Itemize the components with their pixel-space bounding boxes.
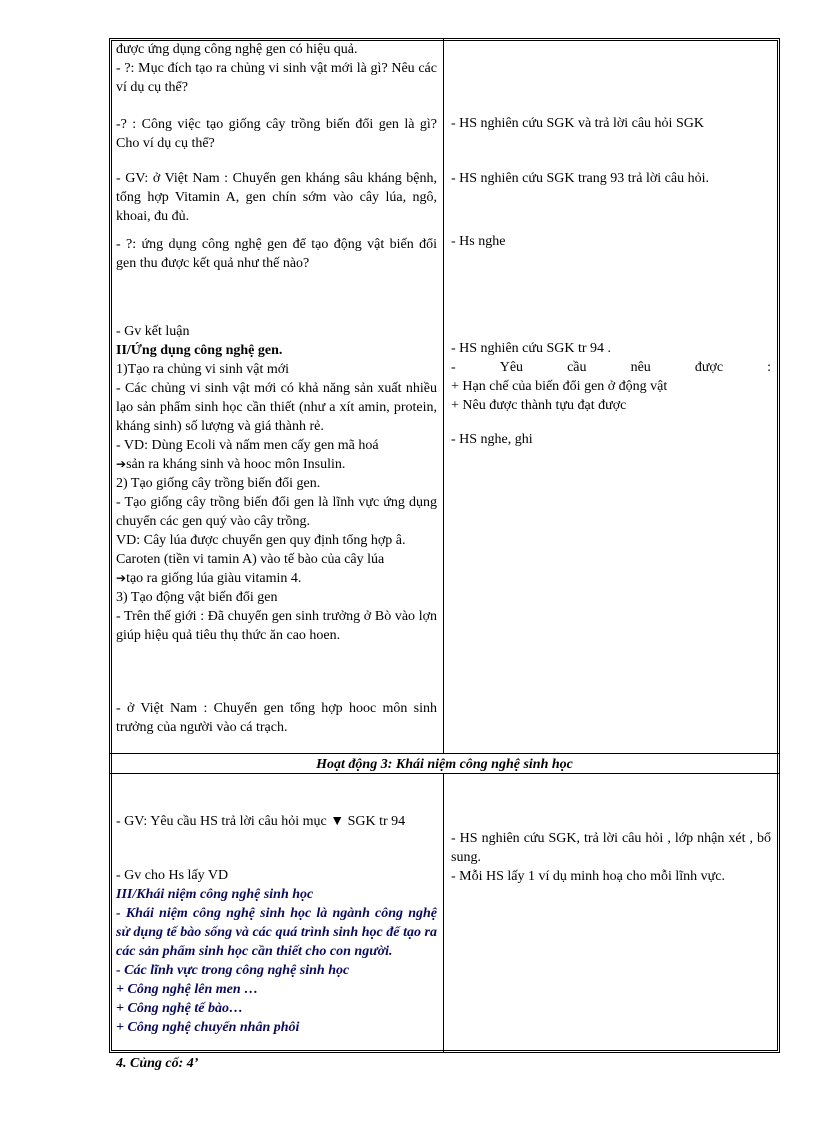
answer-8: - HS nghe, ghi: [451, 432, 533, 447]
answer-2: - HS nghiên cứu SGK trang 93 trả lời câu hỏi.: [451, 171, 710, 186]
answer-1: - HS nghiên cứu SGK và trả lời câu hỏi SGK: [451, 116, 704, 131]
field-3: + Công nghệ chuyển nhân phôi: [116, 1020, 300, 1035]
question-2: -? : Công việc tạo giống cây trồng biến đổi gen là gì? Cho ví dụ cụ thể?: [116, 117, 437, 151]
column-divider-top: [443, 38, 444, 754]
subsection-2-body: - Tạo giống cây trồng biến đổi gen là lĩnh vực ứng dụng chuyển các gen quý vào cây trồng.: [116, 495, 437, 529]
consolidation-heading: 4. Củng cố: 4’: [116, 1056, 199, 1071]
answer-5: - Yêu cầu nêu được :: [451, 360, 771, 375]
field-2: + Công nghệ tế bào…: [116, 1001, 243, 1016]
bottom-right-cell: [451, 829, 771, 886]
conclusion-line: - Gv kết luận: [116, 324, 190, 339]
subsection-2-example-result: ➔tạo ra giống lúa giàu vitamin 4.: [116, 571, 302, 586]
subsection-1-example: - VD: Dùng Ecoli và nấm men cấy gen mã hoá: [116, 438, 379, 453]
activity-3-header: Hoạt động 3: Khái niệm công nghệ sinh học: [316, 757, 573, 772]
subsection-2-title: 2) Tạo giống cây trồng biến đổi gen.: [116, 476, 321, 491]
row-divider-upper: [109, 753, 780, 754]
gv-request: - GV: Yêu cầu HS trả lời câu hỏi mục ▼ SGK tr 94: [116, 814, 406, 829]
gv-vietnam-example: - GV: ở Việt Nam : Chuyển gen kháng sâu kháng bệnh, tổng hợp Vitamin A, gen chín sớm vào cây lúa, ngô, khoai, đu đủ.: [116, 171, 437, 224]
gv-example-request: - Gv cho Hs lấy VD: [116, 868, 229, 883]
subsection-1-title: 1)Tạo ra chủng vi sinh vật mới: [116, 362, 290, 377]
subsection-2-example-cont: Caroten (tiền vi tamin A) vào tế bào của cây lúa: [116, 552, 385, 567]
answer-4: - HS nghiên cứu SGK tr 94 .: [451, 341, 612, 356]
definition: - Khái niệm công nghệ sinh học là ngành công nghệ sử dụng tế bào sống và các quá trình sinh học để tạo ra các sản phẩm sinh học cần thiết cho con người.: [116, 906, 437, 959]
section-2-title: II/Ứng dụng công nghệ gen.: [116, 343, 283, 358]
bottom-left-cell: [116, 812, 437, 831]
answer-6: + Hạn chế của biến đổi gen ở động vật: [451, 379, 668, 394]
subsection-3-vietnam: - ở Việt Nam : Chuyển gen tổng hợp hooc môn sinh trưởng của người vào cá trạch.: [116, 701, 437, 735]
answer-3: - Hs nghe: [451, 234, 506, 249]
subsection-1-body: - Các chủng vi sinh vật mới có khả năng sản xuất nhiều lạo sản phẩm sinh học cần thiết (như a xít amin, protein, kháng sinh) số lượng và giá thành rẻ.: [116, 381, 437, 434]
response-1: - HS nghiên cứu SGK, trả lời câu hỏi , lớp nhận xét , bổ sung.: [451, 831, 771, 865]
top-left-cell: [116, 40, 437, 97]
subsection-2-example: VD: Cây lúa được chuyển gen quy định tổng hợp â.: [116, 533, 406, 548]
column-divider-bottom: [443, 773, 444, 1053]
answer-7: + Nêu được thành tựu đạt được: [451, 398, 627, 413]
subsection-3-title: 3) Tạo động vật biến đổi gen: [116, 590, 278, 605]
response-2: - Mỗi HS lấy 1 ví dụ minh hoạ cho mỗi lĩnh vực.: [451, 869, 725, 884]
top-right-cell: [451, 114, 771, 133]
question-1: - ?: Mục đích tạo ra chủng vi sinh vật mới là gì? Nêu các ví dụ cụ thể?: [116, 61, 437, 95]
row-divider-lower: [109, 773, 780, 774]
fields-title: - Các lĩnh vực trong công nghệ sinh học: [116, 963, 350, 978]
arrow-right-icon: ➔: [116, 457, 127, 471]
question-3: - ?: ứng dụng công nghệ gen để tạo động vật biến đổi gen thu được kết quả như thế nào?: [116, 237, 437, 271]
subsection-1-example-cont: ➔sản ra kháng sinh và hooc môn Insulin.: [116, 457, 346, 472]
subsection-3-world: - Trên thế giới : Đã chuyển gen sinh trưởng ở Bò vào lợn giúp hiệu quả tiêu thụ thức ăn cao hoen.: [116, 609, 437, 643]
field-1: + Công nghệ lên men …: [116, 982, 259, 997]
text-line: được ứng dụng công nghệ gen có hiệu quả.: [116, 42, 358, 57]
section-3-title: III/Khái niệm công nghệ sinh học: [116, 887, 314, 902]
arrow-right-icon: ➔: [116, 571, 127, 585]
